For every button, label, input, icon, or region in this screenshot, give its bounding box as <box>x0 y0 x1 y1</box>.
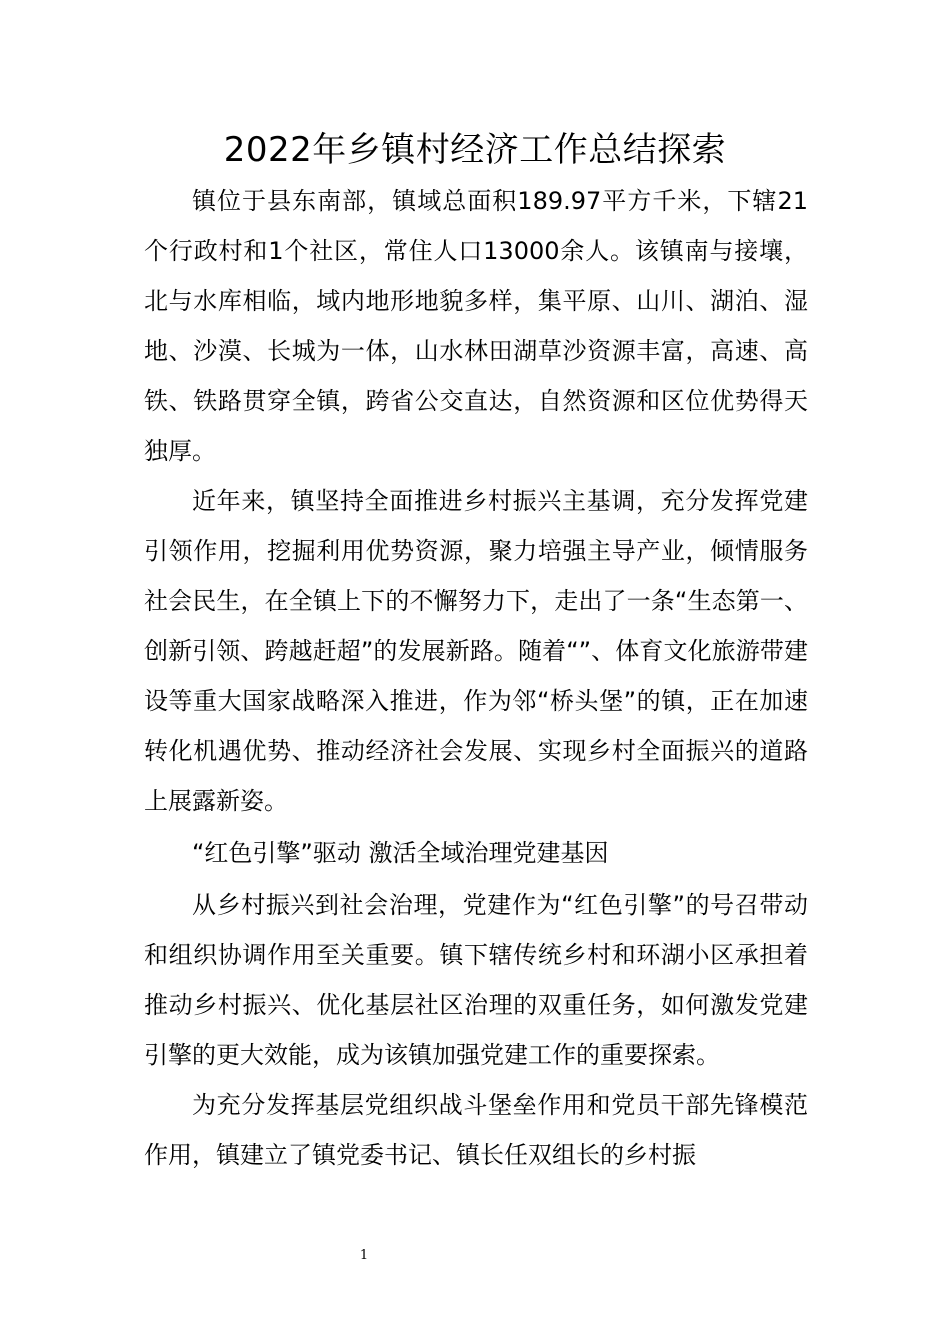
paragraph-party-building: 从乡村振兴到社会治理，党建作为“红色引擎”的号召带动和组织协调作用至关重要。镇下辖传统乡村和环湖小区承担着推动乡村振兴、优化基层社区治理的双重任务，如何激发党建引擎的更大效能，成为该镇加强党建工作的重要探索。 <box>144 891 808 1069</box>
paragraph-recent-development: 近年来，镇坚持全面推进乡村振兴主基调，充分发挥党建引领作用，挖掘利用优势资源，聚力培强主导产业，倾情服务社会民生，在全镇上下的不懈努力下，走出了一条“生态第一、创新引领、跨越赶超”的发展新路。随着“”、体育文化旅游带建设等重大国家战略深入推进，作为邻“桥头堡”的镇，正在加速转化机遇优势、推动经济社会发展、实现乡村全面振兴的道路上展露新姿。 <box>144 487 808 815</box>
section-heading-red-engine: “红色引擎”驱动 激活全域治理党建基因 <box>192 839 609 867</box>
page-number: 1 <box>359 1248 369 1263</box>
document-body <box>144 176 808 1180</box>
paragraph-grassroots-organization: 为充分发挥基层党组织战斗堡垒作用和党员干部先锋模范作用，镇建立了镇党委书记、镇长任双组长的乡村振 <box>144 1091 808 1169</box>
document-title: 2022年乡镇村经济工作总结探索 <box>223 130 727 170</box>
paragraph-location-overview: 镇位于县东南部，镇域总面积189.97平方千米，下辖21个行政村和1个社区，常住人口13000余人。该镇南与接壤，北与水库相临，域内地形地貌多样，集平原、山川、湖泊、湿地、沙漠、长城为一体，山水林田湖草沙资源丰富，高速、高铁、铁路贯穿全镇，跨省公交直达，自然资源和区位优势得天独厚。 <box>144 187 808 465</box>
